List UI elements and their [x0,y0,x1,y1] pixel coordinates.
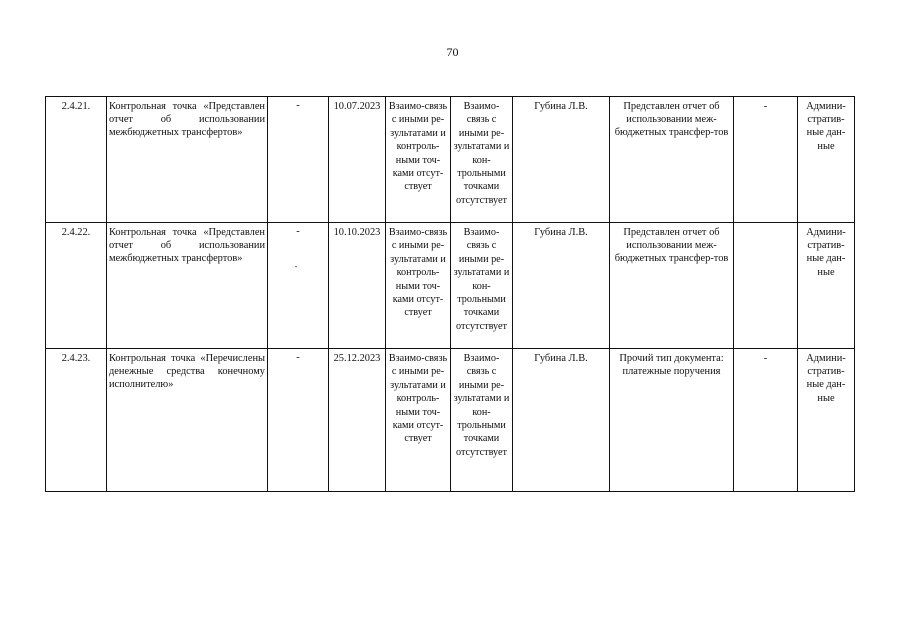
empty-value-dash [268,349,329,492]
dash-mark-secondary: - [294,262,298,272]
responsible-person: Губина Л.В. [513,97,610,223]
document-type [734,223,798,349]
control-point-name: Контрольная точка «Перечислены денежные средства конечному исполнителю» [107,349,268,492]
data-source: Админи-стратив-ные дан-ные [798,349,855,492]
responsible-person: Губина Л.В. [513,349,610,492]
due-date: 25.12.2023 [329,349,386,492]
control-points-table [45,96,855,492]
data-source: Админи-стратив-ные дан-ные [798,223,855,349]
relation-previous: Взаимо-связь с иными ре-зультатами и контроль-ными точ-ками отсут-ствует [386,97,451,223]
result-description: Представлен отчет об использовании меж-бюджетных трансфер-тов [610,223,734,349]
relation-previous: Взаимо-связь с иными ре-зультатами и контроль-ными точ-ками отсут-ствует [386,223,451,349]
table-row [46,223,855,349]
due-date: 10.07.2023 [329,97,386,223]
control-point-name: Контрольная точка «Представлен отчет об использовании межбюджетных трансфертов» [107,97,268,223]
document-type: - [734,97,798,223]
document-type: - [734,349,798,492]
row-number: 2.4.21. [46,97,107,223]
dash-mark: - [296,100,300,111]
relation-next: Взаимо-связь с иными ре-зультатами и кон-трольными точками отсутствует [451,223,513,349]
row-number: 2.4.22. [46,223,107,349]
empty-value-dash [268,223,329,349]
result-description: Прочий тип документа: платежные поручения [610,349,734,492]
due-date: 10.10.2023 [329,223,386,349]
relation-next: Взаимо-связь с иными ре-зультатами и кон-трольными точками отсутствует [451,97,513,223]
control-point-name: Контрольная точка «Представлен отчет об использовании межбюджетных трансфертов» [107,223,268,349]
relation-next: Взаимо-связь с иными ре-зультатами и кон-трольными точками отсутствует [451,349,513,492]
empty-value-dash [268,97,329,223]
table-row [46,97,855,223]
table-row [46,349,855,492]
row-number: 2.4.23. [46,349,107,492]
dash-mark: - [296,352,300,363]
responsible-person: Губина Л.В. [513,223,610,349]
page-number: 70 [446,45,459,59]
dash-mark: - [296,226,300,237]
data-source: Админи-стратив-ные дан-ные [798,97,855,223]
result-description: Представлен отчет об использовании меж-бюджетных трансфер-тов [610,97,734,223]
relation-previous: Взаимо-связь с иными ре-зультатами и контроль-ными точ-ками отсут-ствует [386,349,451,492]
